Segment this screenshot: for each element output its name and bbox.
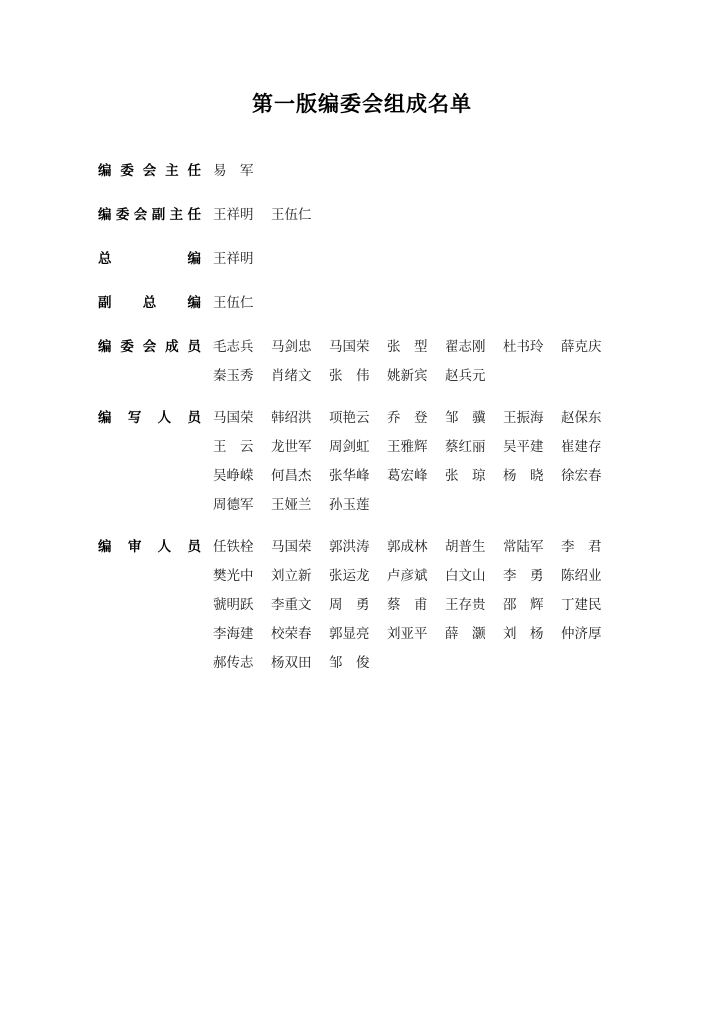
person-name: 仲济厚: [561, 626, 602, 642]
role-row-director: [98, 160, 618, 182]
role-label: 编委会成员: [98, 339, 201, 355]
person-name: 李 勇: [503, 568, 544, 584]
person-name: 徐宏春: [561, 468, 602, 484]
person-name: 吴平建: [503, 439, 544, 455]
person-name: 郭洪涛: [329, 539, 370, 555]
person-name: 刘 杨: [503, 626, 544, 642]
person-name: 韩绍洪: [271, 410, 312, 426]
person-name: 赵兵元: [445, 368, 486, 384]
person-name: 易 军: [213, 163, 254, 179]
person-name: 张 琼: [445, 468, 486, 484]
person-name: 秦玉秀: [213, 368, 254, 384]
person-name: 郝传志: [213, 655, 254, 671]
role-row-chief-editor: [98, 248, 618, 270]
person-name: 毛志兵: [213, 339, 254, 355]
person-name: 马国荣: [329, 339, 370, 355]
role-row-members: [98, 336, 618, 387]
person-name: 郭显亮: [329, 626, 370, 642]
person-name: 刘亚平: [387, 626, 428, 642]
person-name: 马国荣: [213, 410, 254, 426]
person-name: 马剑忠: [271, 339, 312, 355]
role-label: 编写人员: [98, 410, 201, 426]
person-name: 赵保东: [561, 410, 602, 426]
person-name: 张 型: [387, 339, 428, 355]
person-name: 王祥明: [213, 251, 254, 267]
names-deputy-director: [201, 204, 619, 226]
person-name: 王 云: [213, 439, 254, 455]
committee-list: [98, 160, 618, 694]
role-row-writers: [98, 407, 618, 516]
names-reviewers: [201, 536, 619, 674]
person-name: 张华峰: [329, 468, 370, 484]
person-name: 孙玉莲: [329, 497, 370, 513]
person-name: 薛 灏: [445, 626, 486, 642]
person-name: 周德军: [213, 497, 254, 513]
person-name: 张运龙: [329, 568, 370, 584]
person-name: 周 勇: [329, 597, 370, 613]
person-name: 郭成林: [387, 539, 428, 555]
person-name: 樊光中: [213, 568, 254, 584]
person-name: 马国荣: [271, 539, 312, 555]
person-name: 王娅兰: [271, 497, 312, 513]
person-name: 杨 晓: [503, 468, 544, 484]
person-name: 校荣春: [271, 626, 312, 642]
person-name: 邹 俊: [329, 655, 370, 671]
person-name: 邵 辉: [503, 597, 544, 613]
person-name: 王伍仁: [271, 207, 312, 223]
person-name: 周剑虹: [329, 439, 370, 455]
person-name: 王伍仁: [213, 295, 254, 311]
person-name: 项艳云: [329, 410, 370, 426]
names-director: [201, 160, 619, 182]
role-row-deputy-director: [98, 204, 618, 226]
person-name: 何昌杰: [271, 468, 312, 484]
person-name: 姚新宾: [387, 368, 428, 384]
role-label: 副总编: [98, 295, 201, 311]
person-name: 乔 登: [387, 410, 428, 426]
names-deputy-chief-editor: [201, 292, 619, 314]
person-name: 王雅辉: [387, 439, 428, 455]
person-name: 杨双田: [271, 655, 312, 671]
person-name: 王振海: [503, 410, 544, 426]
role-label: 编委会主任: [98, 163, 201, 179]
person-name: 崔建存: [561, 439, 602, 455]
names-members: [201, 336, 619, 387]
role-row-reviewers: [98, 536, 618, 674]
role-label: 编审人员: [98, 539, 201, 555]
person-name: 薛克庆: [561, 339, 602, 355]
names-chief-editor: [201, 248, 619, 270]
person-name: 丁建民: [561, 597, 602, 613]
person-name: 龙世军: [271, 439, 312, 455]
person-name: 李重文: [271, 597, 312, 613]
person-name: 胡普生: [445, 539, 486, 555]
role-label: 总编: [98, 251, 201, 267]
person-name: 陈绍业: [561, 568, 602, 584]
person-name: 任铁栓: [213, 539, 254, 555]
person-name: 常陆军: [503, 539, 544, 555]
person-name: 张 伟: [329, 368, 370, 384]
person-name: 翟志刚: [445, 339, 486, 355]
person-name: 肖绪文: [271, 368, 312, 384]
person-name: 杜书玲: [503, 339, 544, 355]
person-name: 李海建: [213, 626, 254, 642]
person-name: 虢明跃: [213, 597, 254, 613]
person-name: 王存贵: [445, 597, 486, 613]
person-name: 蔡 甫: [387, 597, 428, 613]
person-name: 李 君: [561, 539, 602, 555]
page-title: 第一版编委会组成名单: [252, 92, 472, 116]
role-row-deputy-chief-editor: [98, 292, 618, 314]
person-name: 刘立新: [271, 568, 312, 584]
person-name: 白文山: [445, 568, 486, 584]
person-name: 葛宏峰: [387, 468, 428, 484]
person-name: 蔡红丽: [445, 439, 486, 455]
person-name: 王祥明: [213, 207, 254, 223]
role-label: 编委会副主任: [98, 207, 201, 223]
person-name: 邹 骥: [445, 410, 486, 426]
names-writers: [201, 407, 619, 516]
person-name: 吴峥嵘: [213, 468, 254, 484]
person-name: 卢彦斌: [387, 568, 428, 584]
